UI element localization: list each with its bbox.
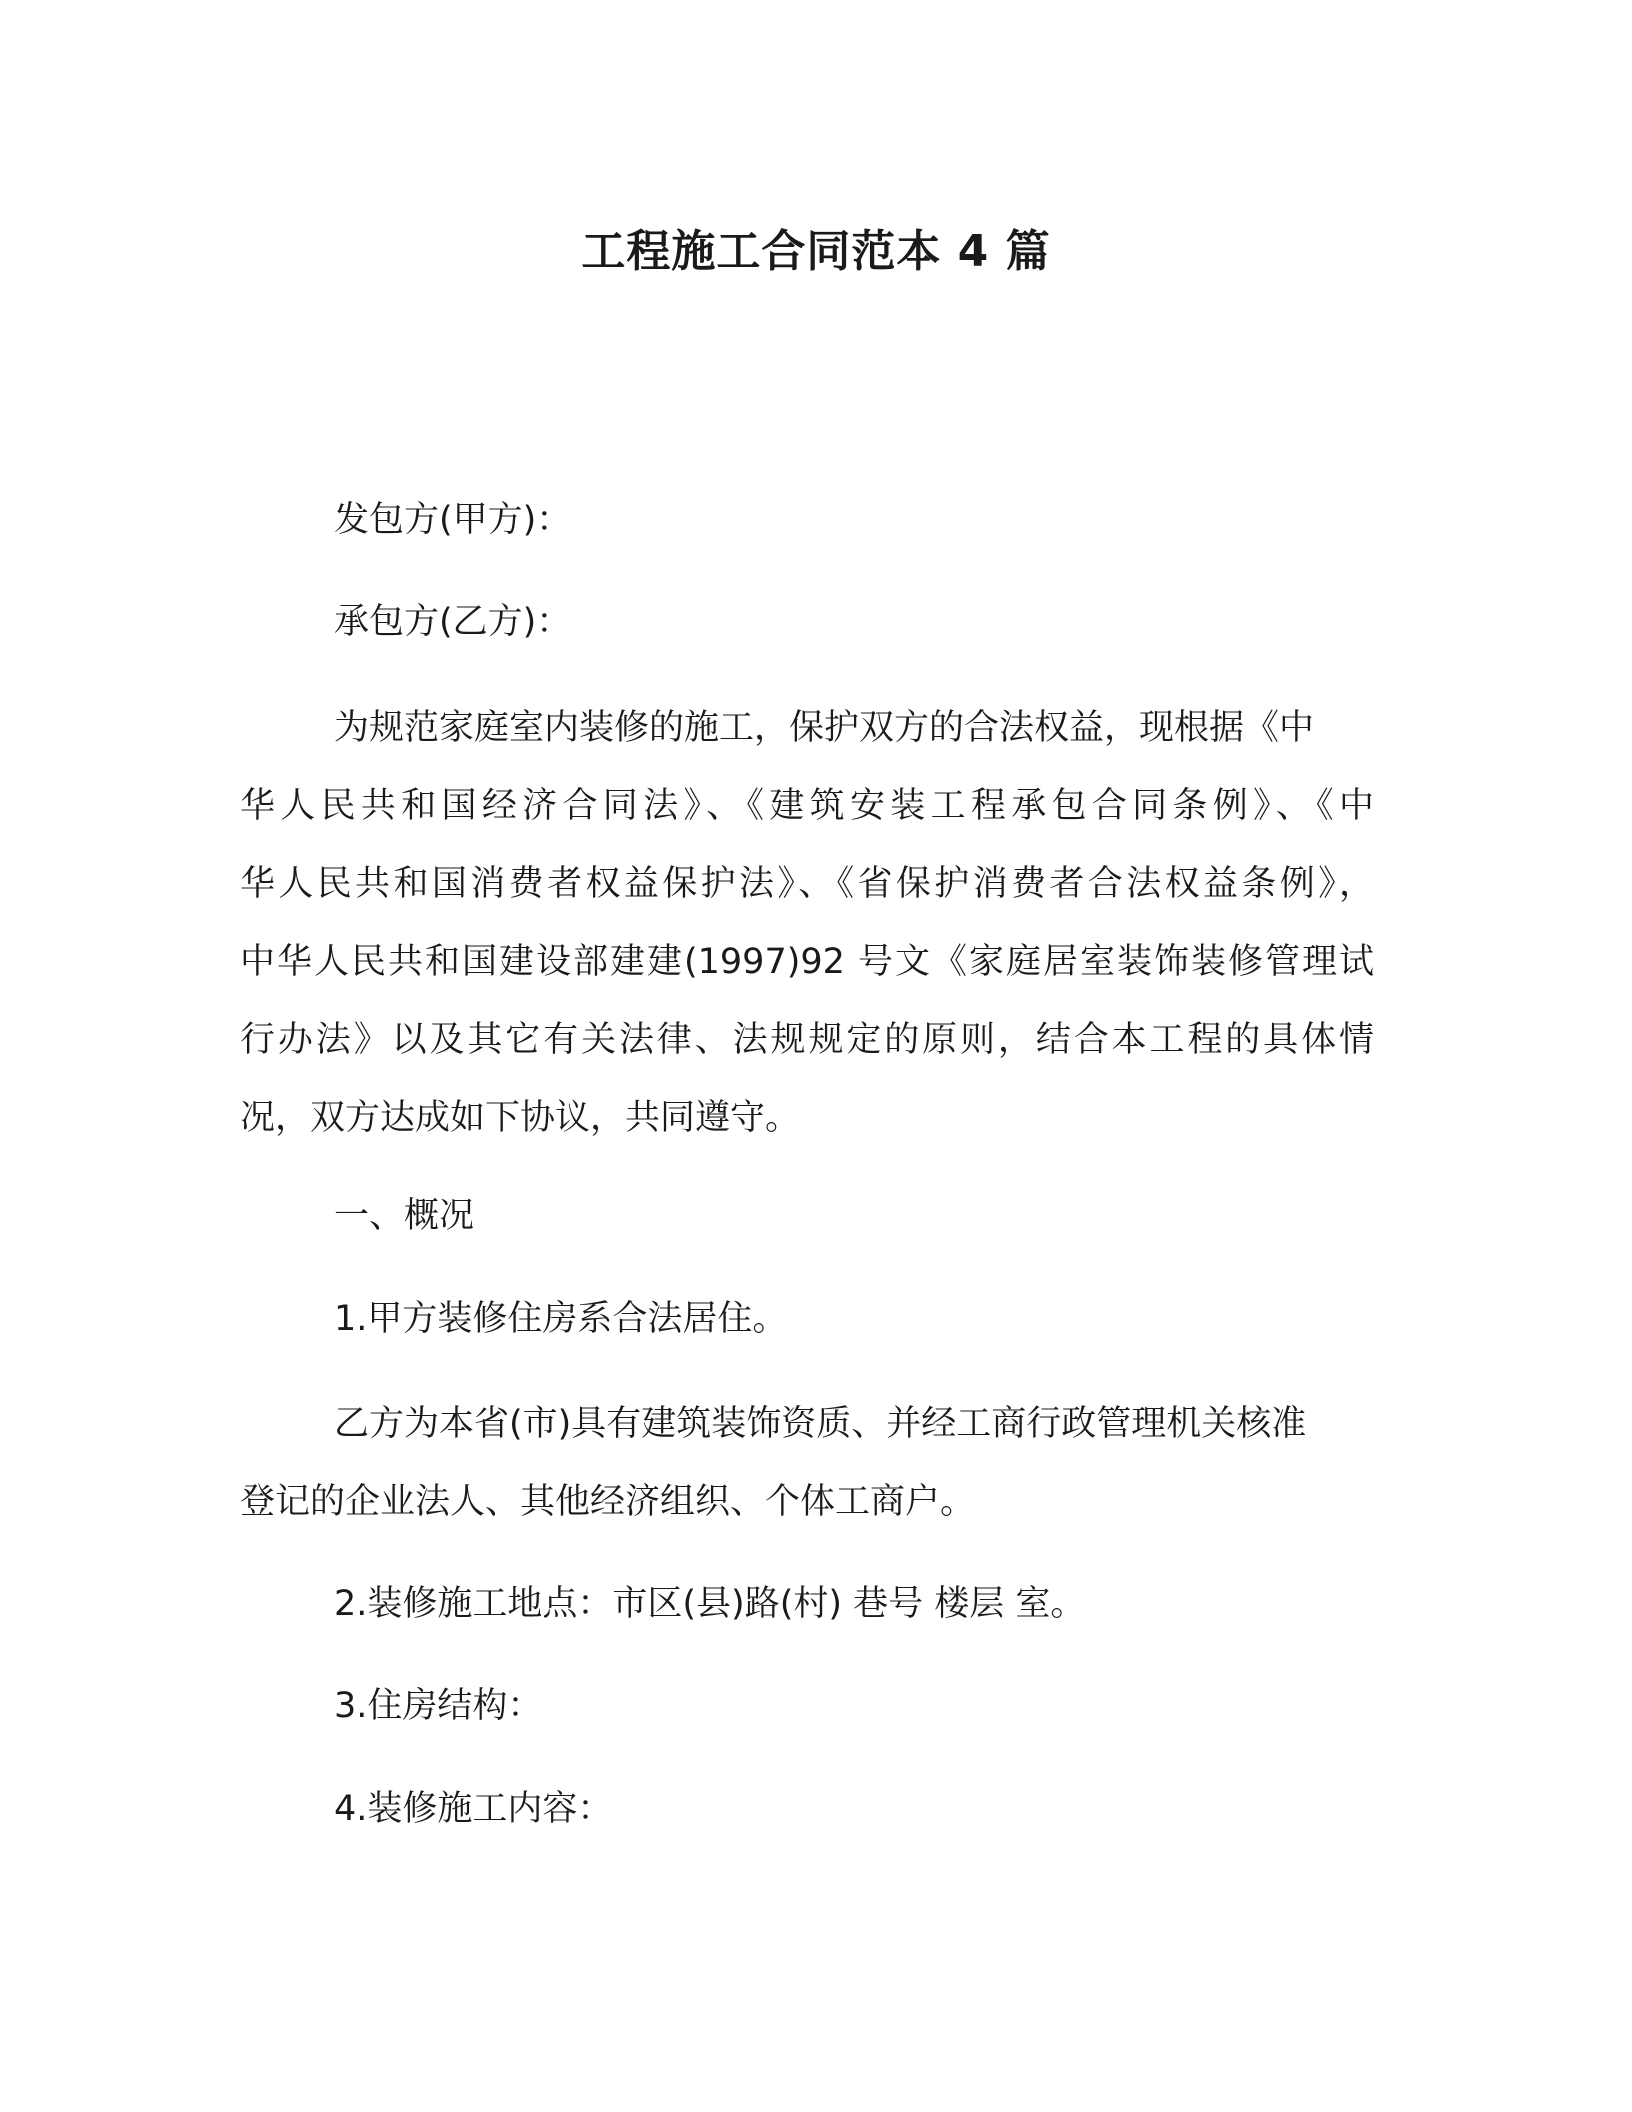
preamble-line-4: 中华人民共和国建设部建建(1997)92 号文《家庭居室装饰装修管理试 xyxy=(240,942,1374,982)
party-a-label: 发包方(甲方)： xyxy=(334,500,572,540)
party-b-label: 承包方(乙方)： xyxy=(334,602,572,642)
item-4: 4.装修施工内容： xyxy=(334,1789,613,1829)
item-1-detail-line-1: 乙方为本省(市)具有建筑装饰资质、并经工商行政管理机关核准 xyxy=(334,1404,1307,1444)
section-1-heading: 一、概况 xyxy=(334,1196,475,1236)
preamble-line-2: 华人民共和国经济合同法》、《建筑安装工程承包合同条例》、《中 xyxy=(240,786,1374,826)
item-3: 3.住房结构： xyxy=(334,1686,543,1726)
item-1: 1.甲方装修住房系合法居住。 xyxy=(334,1299,788,1339)
item-2: 2.装修施工地点：市区(县)路(村) 巷号 楼层 室。 xyxy=(334,1584,1086,1624)
preamble-line-3: 华人民共和国消费者权益保护法》、《省保护消费者合法权益条例》， xyxy=(240,864,1374,904)
item-1-detail-line-2: 登记的企业法人、其他经济组织、个体工商户。 xyxy=(240,1482,976,1522)
preamble-line-6: 况，双方达成如下协议，共同遵守。 xyxy=(240,1098,801,1138)
preamble-line-1: 为规范家庭室内装修的施工，保护双方的合法权益，现根据《中 xyxy=(334,708,1315,748)
preamble-line-5: 行办法》以及其它有关法律、法规规定的原则，结合本工程的具体情 xyxy=(240,1020,1374,1060)
document-title: 工程施工合同范本 4 篇 xyxy=(581,226,1051,277)
